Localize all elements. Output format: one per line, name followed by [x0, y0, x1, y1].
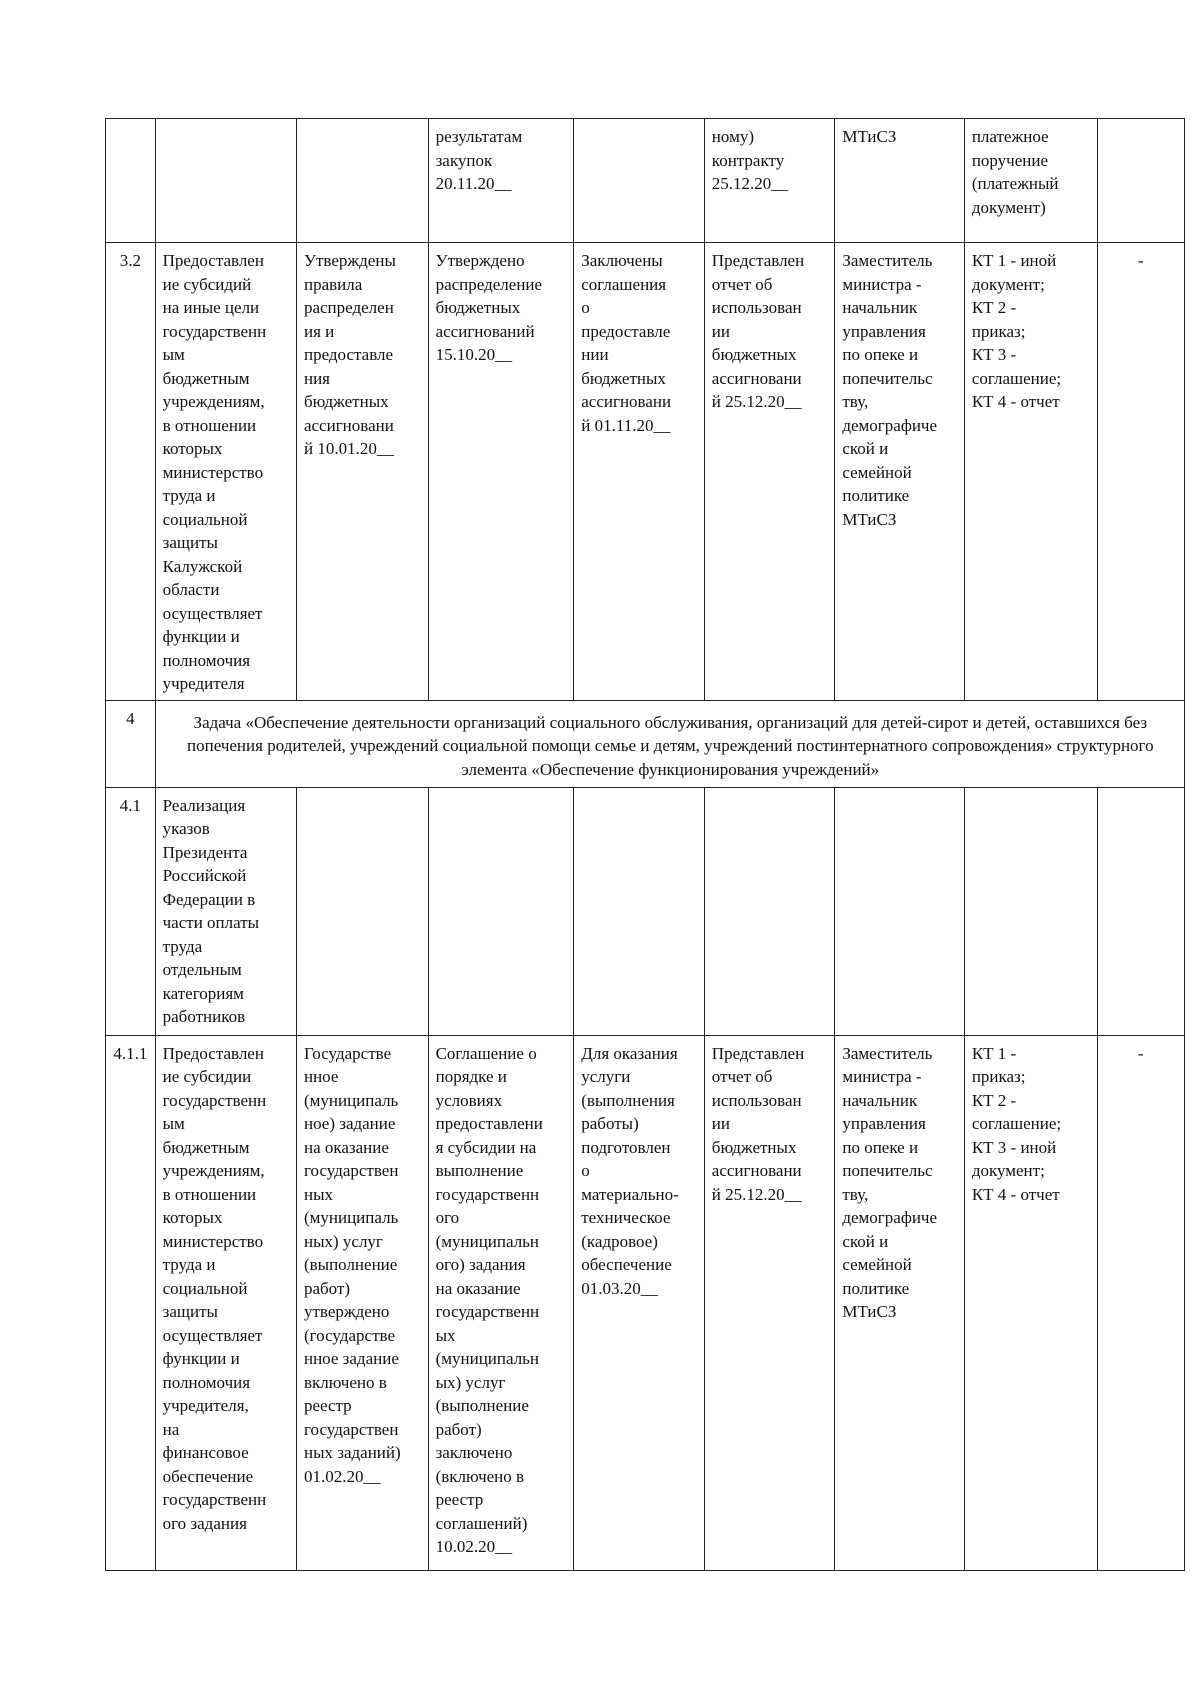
extra-cell — [1097, 119, 1184, 243]
checkpoint-4-cell: ному) контракту 25.12.20__ — [704, 119, 835, 243]
checkpoint-2-cell: Утверждено распределение бюджетных ассигнований 15.10.20__ — [428, 243, 574, 701]
checkpoint-3-cell: Заключены соглашения о предоставле нии бюджетных ассигновани й 01.11.20__ — [574, 243, 705, 701]
document-type-cell: платежное поручение (платежный документ) — [964, 119, 1097, 243]
row-number: 4.1 — [106, 787, 156, 1035]
checkpoint-1-cell — [296, 787, 428, 1035]
document-type-cell: КТ 1 - приказ; КТ 2 - соглашение; КТ 3 - иной документ; КТ 4 - отчет — [964, 1035, 1097, 1570]
extra-cell: - — [1097, 243, 1184, 701]
task-description: Задача «Обеспечение деятельности организаций социального обслуживания, организаций для детей-сирот и детей, оставшихся без попечения родителей, учреждений социальной помощи семье и детям, учреждений постинтернатного сопровождения» структурного элемента «Обеспечение функционирования учреждений» — [155, 700, 1184, 787]
event-name-cell: Предоставлен ие субсидий на иные цели государственн ым бюджетным учреждениям, в отношении которых министерство труда и социальной защиты Калужской области осуществляет функции и полномочия учредителя — [155, 243, 296, 701]
row-number: 3.2 — [106, 243, 156, 701]
extra-cell — [1097, 787, 1184, 1035]
checkpoint-1-cell: Государстве нное (муниципаль ное) задание на оказание государствен ных (муниципаль ных) услуг (выполнение работ) утверждено (государстве нное задание включено в реестр государствен ных заданий) 01.02.20__ — [296, 1035, 428, 1570]
table-row — [106, 119, 1185, 243]
task-row — [106, 700, 1185, 787]
row-number: 4 — [106, 700, 156, 787]
extra-cell: - — [1097, 1035, 1184, 1570]
checkpoint-4-cell: Представлен отчет об использован ии бюджетных ассигновани й 25.12.20__ — [704, 1035, 835, 1570]
event-name-cell: Реализация указов Президента Российской Федерации в части оплаты труда отдельным категориям работников — [155, 787, 296, 1035]
responsible-cell — [835, 787, 964, 1035]
checkpoint-2-cell: результатам закупок 20.11.20__ — [428, 119, 574, 243]
row-number — [106, 119, 156, 243]
checkpoint-3-cell — [574, 119, 705, 243]
document-type-cell: КТ 1 - иной документ; КТ 2 - приказ; КТ 3 - соглашение; КТ 4 - отчет — [964, 243, 1097, 701]
responsible-cell: МТиСЗ — [835, 119, 964, 243]
row-number: 4.1.1 — [106, 1035, 156, 1570]
responsible-cell: Заместитель министра - начальник управления по опеке и попечительс тву, демографиче ской и семейной политике МТиСЗ — [835, 243, 964, 701]
checkpoint-2-cell — [428, 787, 574, 1035]
plan-table — [105, 118, 1185, 1571]
document-type-cell — [964, 787, 1097, 1035]
checkpoint-1-cell: Утверждены правила распределен ия и предоставле ния бюджетных ассигновани й 10.01.20__ — [296, 243, 428, 701]
event-name-cell — [155, 119, 296, 243]
checkpoint-1-cell — [296, 119, 428, 243]
checkpoint-3-cell: Для оказания услуги (выполнения работы) подготовлен о материально- техническое (кадровое) обеспечение 01.03.20__ — [574, 1035, 705, 1570]
checkpoint-2-cell: Соглашение о порядке и условиях предоставлени я субсидии на выполнение государственн ого (муниципальн ого) задания на оказание государственн ых (муниципальн ых) услуг (выполнение работ) заключено (включено в реестр соглашений) 10.02.20__ — [428, 1035, 574, 1570]
checkpoint-4-cell — [704, 787, 835, 1035]
table-row — [106, 787, 1185, 1035]
table-row — [106, 1035, 1185, 1570]
responsible-cell: Заместитель министра - начальник управления по опеке и попечительс тву, демографиче ской и семейной политике МТиСЗ — [835, 1035, 964, 1570]
table-row — [106, 243, 1185, 701]
checkpoint-4-cell: Представлен отчет об использован ии бюджетных ассигновани й 25.12.20__ — [704, 243, 835, 701]
event-name-cell: Предоставлен ие субсидии государственн ым бюджетным учреждениям, в отношении которых министерство труда и социальной защиты осуществляет функции и полномочия учредителя, на финансовое обеспечение государственн ого задания — [155, 1035, 296, 1570]
checkpoint-3-cell — [574, 787, 705, 1035]
